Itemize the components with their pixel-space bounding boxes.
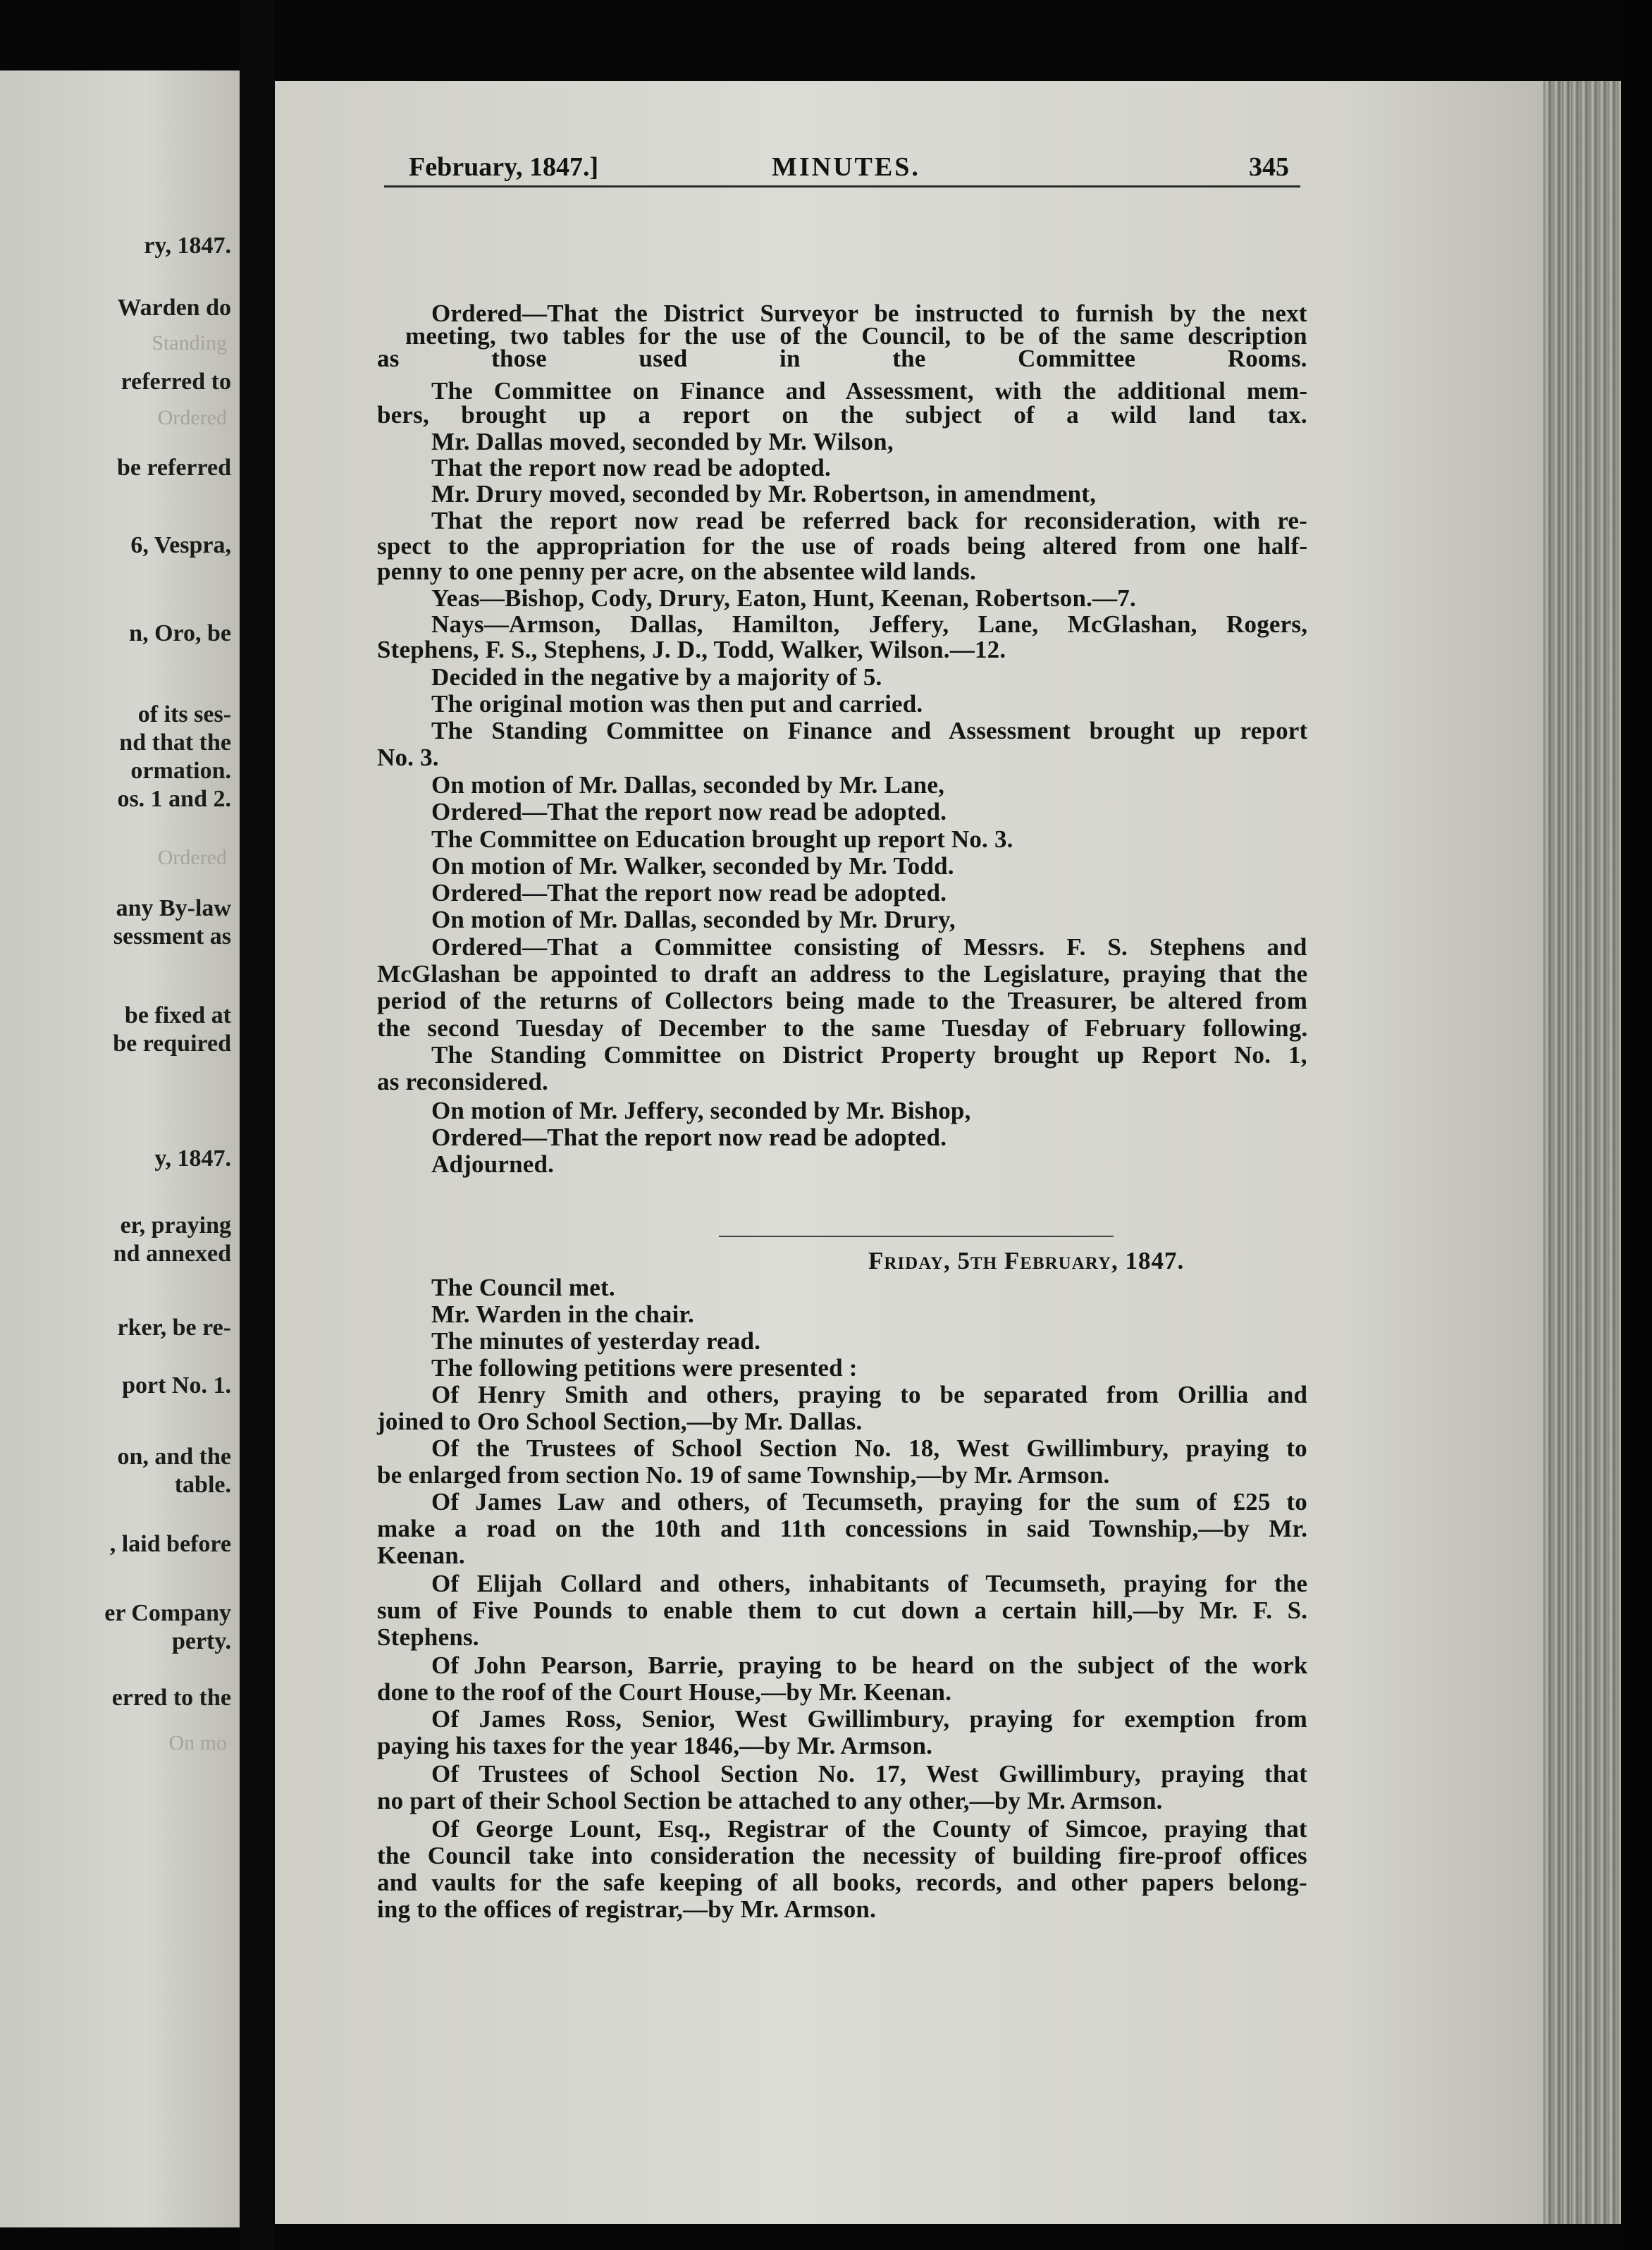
left-page-line: sessment as — [113, 923, 231, 949]
text-line: The original motion was then put and carried. — [431, 690, 923, 718]
bleed-through-text: Ordered — [157, 406, 227, 429]
text-line: The Standing Committee on Finance and Assessment brought up report — [431, 717, 1308, 744]
text-line: Keenan. — [377, 1542, 465, 1569]
bleed-through-text: On mo — [168, 1731, 227, 1754]
text-line: That the report now read be referred back for reconsideration, with re- — [431, 507, 1308, 534]
text-line: Of Trustees of School Section No. 17, West Gwillimbury, praying that — [431, 1760, 1308, 1788]
text-line: Mr. Dallas moved, seconded by Mr. Wilson, — [431, 428, 894, 455]
header-rule — [384, 185, 1300, 188]
text-line: ing to the offices of registrar,—by Mr. Armson. — [377, 1895, 877, 1923]
text-line: The following petitions were presented : — [431, 1354, 858, 1382]
text-line: joined to Oro School Section,—by Mr. Dallas. — [377, 1408, 863, 1435]
text-line: and vaults for the safe keeping of all books, records, and other papers belong- — [377, 1869, 1307, 1896]
text-line: spect to the appropriation for the use of roads being altered from one half- — [377, 532, 1308, 560]
text-line: Mr. Warden in the chair. — [431, 1301, 694, 1328]
running-head-title: MINUTES. — [772, 152, 920, 182]
text-line: The minutes of yesterday read. — [431, 1327, 761, 1355]
text-line: Of Henry Smith and others, praying to be separated from Orillia and — [431, 1381, 1308, 1408]
left-page-line: erred to the — [111, 1685, 231, 1711]
bleed-through-text: Ordered — [157, 846, 227, 869]
text-line: be enlarged from section No. 19 of same Township,—by Mr. Armson. — [377, 1461, 1110, 1489]
left-page-line: of its ses- — [137, 701, 231, 727]
left-page-line: on, and the — [117, 1444, 231, 1470]
left-page-line: be fixed at — [124, 1002, 231, 1028]
text-line: Of James Law and others, of Tecumseth, praying for the sum of £25 to — [431, 1488, 1307, 1516]
text-line: The Committee on Finance and Assessment, with the additional mem- — [431, 377, 1308, 405]
text-line: Of Elijah Collard and others, inhabitants of Tecumseth, praying for the — [431, 1570, 1308, 1597]
text-line: The Standing Committee on District Property brought up Report No. 1, — [431, 1041, 1307, 1069]
text-line: Ordered—That a Committee consisting of Messrs. F. S. Stephens and — [431, 933, 1307, 961]
text-line: On motion of Mr. Walker, seconded by Mr. Todd. — [431, 852, 954, 880]
left-page-line: , laid before — [109, 1531, 231, 1557]
text-line: Nays—Armson, Dallas, Hamilton, Jeffery, Lane, McGlashan, Rogers, — [431, 610, 1308, 638]
text-line: McGlashan be appointed to draft an address to the Legislature, praying that the — [377, 960, 1308, 988]
text-line: the Council take into consideration the necessity of building fire-proof offices — [377, 1842, 1307, 1869]
text-line: Ordered—That the report now read be adopted. — [431, 879, 947, 906]
text-line: meeting, two tables for the use of the Council, to be of the same description — [405, 322, 1307, 350]
left-page-line: ormation. — [130, 758, 231, 784]
left-page-line: 6, Vespra, — [130, 532, 231, 558]
text-line: Of James Ross, Senior, West Gwillimbury, praying for exemption from — [431, 1705, 1307, 1733]
text-line: Adjourned. — [431, 1150, 555, 1178]
text-line: On motion of Mr. Jeffery, seconded by Mr. Bishop, — [431, 1097, 971, 1124]
text-line: On motion of Mr. Dallas, seconded by Mr. Drury, — [431, 906, 956, 933]
running-head-date: February, 1847.] — [409, 152, 599, 182]
text-line: the second Tuesday of December to the same Tuesday of February following. — [377, 1014, 1308, 1042]
left-page-line: nd that the — [119, 730, 231, 756]
left-page-line: y, 1847. — [154, 1145, 231, 1172]
left-page-line: perty. — [171, 1628, 231, 1654]
text-line: Ordered—That the report now read be adopted. — [431, 1124, 947, 1151]
text-line: bers, brought up a report on the subject of a wild land tax. — [377, 401, 1307, 429]
text-line: Decided in the negative by a majority of 5. — [431, 663, 882, 691]
left-page-line: be required — [113, 1031, 231, 1057]
left-page-line: port No. 1. — [122, 1372, 231, 1398]
left-page-line: er Company — [104, 1600, 231, 1626]
left-page-line: any By-law — [116, 895, 231, 921]
text-line: The Committee on Education brought up report No. 3. — [431, 825, 1013, 853]
text-line: sum of Five Pounds to enable them to cut down a certain hill,—by Mr. F. S. — [377, 1597, 1308, 1624]
text-line: Of the Trustees of School Section No. 18, West Gwillimbury, praying to — [431, 1434, 1307, 1462]
text-line: Yeas—Bishop, Cody, Drury, Eaton, Hunt, Keenan, Robertson.—7. — [431, 584, 1136, 612]
section-divider — [719, 1236, 1114, 1237]
left-page-line: be referred — [116, 455, 231, 481]
left-page-line: n, Oro, be — [129, 620, 231, 646]
page-number: 345 — [1249, 152, 1289, 182]
text-line: Mr. Drury moved, seconded by Mr. Robertson, in amendment, — [431, 480, 1097, 508]
text-line: On motion of Mr. Dallas, seconded by Mr. Lane, — [431, 771, 945, 799]
scan-border — [1621, 0, 1652, 2250]
left-page-line: os. 1 and 2. — [117, 786, 231, 812]
left-page-line: rker, be re- — [117, 1315, 231, 1341]
previous-page-fragment — [0, 70, 240, 2227]
left-page-line: Warden do — [117, 295, 231, 321]
left-page-line: nd annexed — [113, 1241, 231, 1267]
text-line: Stephens, F. S., Stephens, J. D., Todd, Walker, Wilson.—12. — [377, 636, 1006, 663]
text-line: Of John Pearson, Barrie, praying to be heard on the subject of the work — [431, 1652, 1308, 1679]
text-line: Of George Lount, Esq., Registrar of the County of Simcoe, praying that — [431, 1815, 1307, 1843]
text-line: The Council met. — [431, 1274, 615, 1301]
text-line: no part of their School Section be attached to any other,—by Mr. Armson. — [377, 1787, 1163, 1814]
text-line: No. 3. — [377, 744, 439, 771]
text-line: paying his taxes for the year 1846,—by Mr. Armson. — [377, 1732, 933, 1759]
book-gutter — [240, 0, 275, 2250]
left-page-line: er, praying — [120, 1212, 231, 1238]
left-page-line: ry, 1847. — [144, 233, 231, 259]
text-line: Ordered—That the report now read be adopted. — [431, 798, 947, 825]
text-line: period of the returns of Collectors being made to the Treasurer, be altered from — [377, 987, 1308, 1014]
bleed-through-text: Standing — [152, 331, 227, 355]
text-line: Stephens. — [377, 1623, 479, 1651]
text-line: as reconsidered. — [377, 1068, 549, 1095]
text-line: done to the roof of the Court House,—by Mr. Keenan. — [377, 1678, 952, 1706]
date-heading: Friday, 5th February, 1847. — [868, 1247, 1185, 1274]
left-page-line: table. — [174, 1472, 231, 1498]
text-line: as those used in the Committee Rooms. — [377, 345, 1307, 372]
left-page-line: referred to — [121, 369, 231, 395]
text-line: penny to one penny per acre, on the absentee wild lands. — [377, 558, 976, 585]
text-line: make a road on the 10th and 11th concessions in said Township,—by Mr. — [377, 1515, 1308, 1542]
text-line: Ordered—That the District Surveyor be instructed to furnish by the next — [431, 300, 1307, 327]
text-line: That the report now read be adopted. — [431, 454, 831, 481]
